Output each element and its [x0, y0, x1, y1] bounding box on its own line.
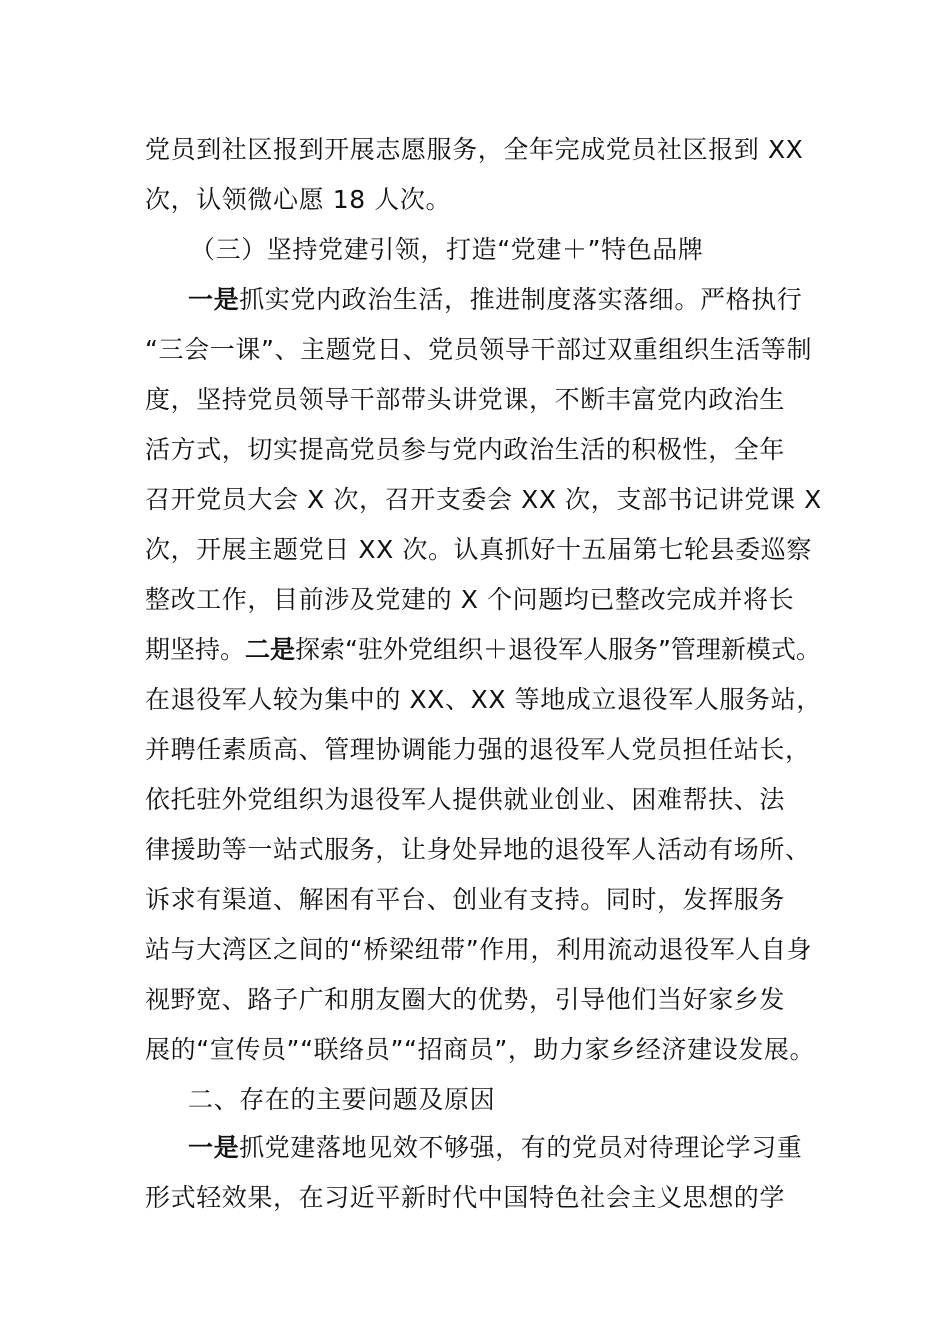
line-text: 次，开展主题党日 XX 次。认真抓好十五届第七轮县委巡察 — [145, 535, 812, 564]
paragraph-line — [145, 182, 451, 218]
line-text: （三）坚持党建引领，打造“党建＋”特色品牌 — [190, 235, 704, 264]
line-text: 度，坚持党员领导干部带头讲党课，不断丰富党内政治生 — [145, 385, 786, 414]
paragraph-line — [145, 582, 794, 618]
line-text: 抓实党内政治生活，推进制度落实落细。严格执行 — [239, 285, 803, 314]
line-text: 依托驻外党组织为退役军人提供就业创业、困难帮扶、法 — [145, 785, 786, 814]
line-text: 召开党员大会 X 次，召开支委会 XX 次，支部书记讲党课 X — [145, 485, 822, 514]
section-heading — [190, 232, 704, 268]
line-text: 视野宽、路子广和朋友圈大的优势，引导他们当好家乡发 — [145, 985, 786, 1014]
paragraph-line — [145, 482, 822, 518]
paragraph-line — [188, 1130, 802, 1166]
paragraph-line — [145, 932, 812, 968]
line-text: 期坚持。 — [145, 635, 246, 664]
emphasis-label: 一是 — [188, 285, 240, 314]
paragraph-line — [145, 532, 812, 568]
paragraph-line — [145, 782, 785, 818]
line-text: 抓党建落地见效不够强，有的党员对待理论学习重 — [239, 1133, 803, 1162]
emphasis-label: 一是 — [188, 1133, 240, 1162]
line-text: 党员到社区报到开展志愿服务，全年完成党员社区报到 XX — [145, 135, 804, 164]
paragraph-line — [145, 132, 803, 168]
line-text: 诉求有渠道、解困有平台、创业有支持。同时，发挥服务 — [145, 885, 786, 914]
paragraph-line — [145, 382, 785, 418]
line-text: 活方式，切实提高党员参与党内政治生活的积极性，全年 — [145, 435, 786, 464]
paragraph-line — [145, 1180, 785, 1216]
paragraph-line — [145, 682, 822, 718]
line-text: 次，认领微心愿 18 人次。 — [145, 185, 452, 214]
line-text: 在退役军人较为集中的 XX、XX 等地成立退役军人服务站， — [145, 685, 822, 714]
line-text: “三会一课”、主题党日、党员领导干部过双重组织生活等制 — [145, 335, 813, 364]
line-text: 整改工作，目前涉及党建的 X 个问题均已整改完成并将长 — [145, 585, 795, 614]
paragraph-line — [145, 632, 821, 668]
line-text: 探索“驻外党组织＋退役军人服务”管理新模式。 — [295, 635, 821, 664]
line-text: 形式轻效果，在习近平新时代中国特色社会主义思想的学 — [145, 1183, 786, 1212]
paragraph-line — [145, 732, 811, 768]
paragraph-line — [145, 1032, 815, 1068]
line-text: 展的“宣传员”“联络员”“招商员”，助力家乡经济建设发展。 — [145, 1035, 816, 1064]
paragraph-line — [145, 832, 811, 868]
line-text: 二、存在的主要问题及原因 — [188, 1085, 496, 1114]
emphasis-label: 二是 — [245, 635, 296, 664]
paragraph-line — [188, 282, 802, 318]
line-text: 律援助等一站式服务，让身处异地的退役军人活动有场所、 — [145, 835, 811, 864]
line-text: 并聘任素质高、管理协调能力强的退役军人党员担任站长， — [145, 735, 811, 764]
line-text: 站与大湾区之间的“桥梁纽带”作用，利用流动退役军人自身 — [145, 935, 813, 964]
paragraph-line — [145, 882, 785, 918]
paragraph-line — [145, 432, 785, 468]
paragraph-line — [145, 332, 812, 368]
section-heading — [188, 1082, 495, 1118]
paragraph-line — [145, 982, 785, 1018]
